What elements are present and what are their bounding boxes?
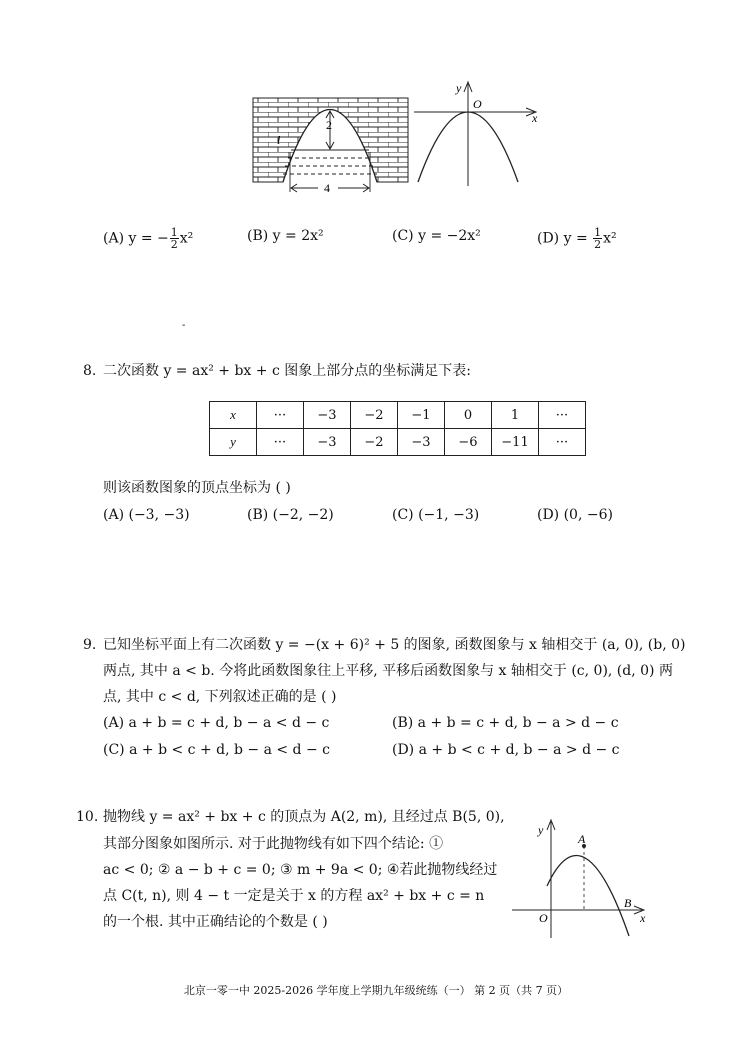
- label-height-2: 2: [326, 118, 332, 132]
- stray-mark: -: [182, 320, 186, 331]
- q8-stem: 二次函数 y = ax² + bx + c 图象上部分点的坐标满足下表:: [103, 363, 471, 379]
- q7-option-b[interactable]: (B) y = 2x²: [247, 228, 324, 244]
- parabola-axes-figure: [410, 78, 550, 190]
- x-axis-label: x: [640, 911, 646, 925]
- q8-value-table: [209, 401, 586, 456]
- q8-ask: 则该函数图象的顶点坐标为 ( ): [103, 480, 291, 496]
- q10-line-5: 的一个根. 其中正确结论的个数是 ( ): [103, 914, 328, 930]
- q9-line-2: 两点, 其中 a < b. 今将此函数图象往上平移, 平移后函数图象与 x 轴相交于 (c, 0), (d, 0) 两: [103, 663, 673, 679]
- fraction-one-half: $\frac{1}{2}$: [170, 226, 178, 251]
- q8-option-a[interactable]: (A) (−3, −3): [103, 507, 190, 523]
- y-axis-label: y: [538, 823, 544, 837]
- q8-option-d[interactable]: (D) (0, −6): [537, 507, 613, 523]
- q10-parabola-graph: [508, 816, 658, 940]
- q9-option-b[interactable]: (B) a + b = c + d, b − a > d − c: [392, 715, 619, 731]
- q8-number: 8.: [83, 363, 97, 379]
- table-row: x ··· −3 −2 −1 0 1 ···: [210, 402, 586, 429]
- q8-option-b[interactable]: (B) (−2, −2): [247, 507, 334, 523]
- label-l: l: [277, 133, 281, 147]
- q9-option-a[interactable]: (A) a + b = c + d, b − a < d − c: [103, 715, 330, 731]
- vertex-a-label: A: [578, 832, 586, 846]
- table-row: y ··· −3 −2 −3 −6 −11 ···: [210, 429, 586, 456]
- q9-number: 9.: [83, 637, 97, 653]
- q10-number: 10.: [76, 809, 99, 825]
- y-axis-label: y: [456, 81, 462, 95]
- q7-option-a[interactable]: (A) y = − $\frac{1}{2}$ x²: [103, 226, 194, 251]
- q9-option-c[interactable]: (C) a + b < c + d, b − a < d − c: [103, 742, 330, 758]
- q9-option-d[interactable]: (D) a + b < c + d, b − a > d − c: [392, 742, 620, 758]
- fraction-one-half: $\frac{1}{2}$: [594, 226, 602, 251]
- q10-line-1: 抛物线 y = ax² + bx + c 的顶点为 A(2, m), 且经过点 B(5, 0),: [103, 809, 505, 825]
- label-width-4: 4: [324, 181, 330, 194]
- point-b-label: B: [624, 896, 632, 910]
- page-footer: 北京一零一中 2025-2026 学年度上学期九年级统练（一） 第 2 页（共 7 页）: [183, 984, 569, 997]
- q7-option-c[interactable]: (C) y = −2x²: [392, 228, 481, 244]
- q8-option-c[interactable]: (C) (−1, −3): [392, 507, 480, 523]
- q7-option-d[interactable]: (D) y = $\frac{1}{2}$ x²: [537, 226, 617, 251]
- q10-line-4: 点 C(t, n), 则 4 − t 一定是关于 x 的方程 ax² + bx + c = n: [103, 888, 485, 904]
- origin-label: O: [539, 911, 548, 925]
- origin-label: O: [473, 97, 482, 111]
- q9-line-1: 已知坐标平面上有二次函数 y = −(x + 6)² + 5 的图象, 函数图象与 x 轴相交于 (a, 0), (b, 0): [103, 637, 686, 653]
- x-axis-label: x: [532, 111, 538, 125]
- bridge-arch-figure: [248, 92, 413, 194]
- q10-line-2: 其部分图象如图所示. 对于此抛物线有如下四个结论: ①: [103, 836, 444, 852]
- q9-line-3: 点, 其中 c < d, 下列叙述正确的是 ( ): [103, 689, 337, 705]
- q10-line-3: ac < 0; ② a − b + c = 0; ③ m + 9a < 0; ④若此抛物线经过: [103, 862, 498, 878]
